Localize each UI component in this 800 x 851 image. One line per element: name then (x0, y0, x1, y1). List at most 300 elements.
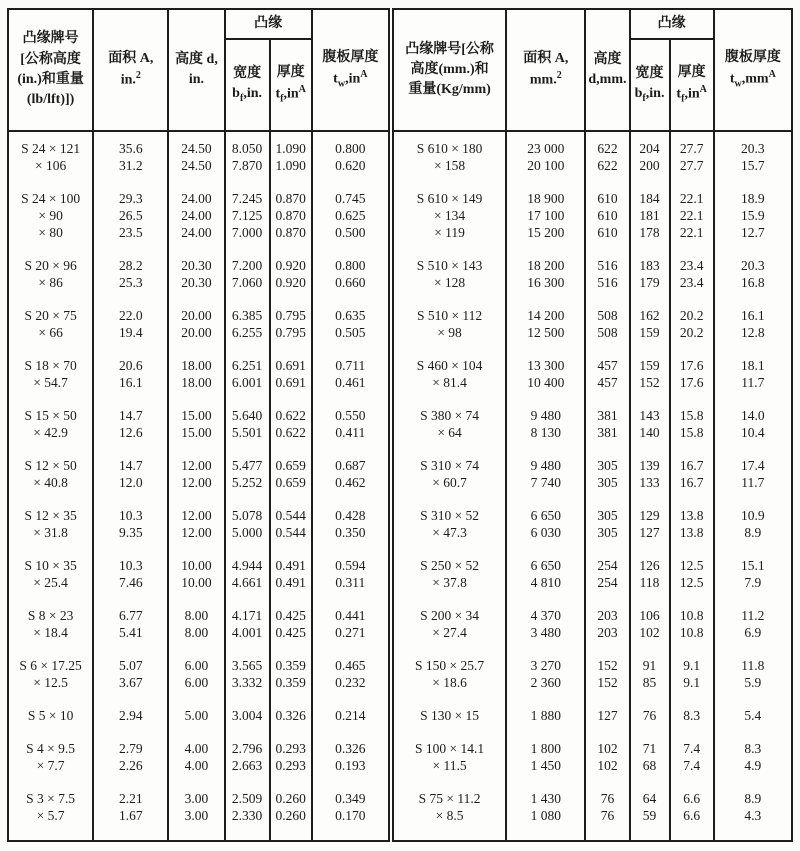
cell-metric-bf: 159 (630, 357, 670, 374)
cell-metric-area (506, 541, 585, 557)
cell-imperial-tw: 0.311 (312, 574, 391, 591)
cell-metric-area: 3 480 (506, 624, 585, 641)
cell-imperial-depth (168, 131, 224, 140)
cell-imperial-bf (225, 641, 270, 657)
cell-metric-depth: 254 (585, 557, 629, 574)
cell-metric-tw: 16.1 (714, 307, 792, 324)
cell-metric-tf (670, 291, 714, 307)
cell-metric-bf: 64 (630, 790, 670, 807)
cell-metric-tf (670, 491, 714, 507)
cell-metric-area: 14 200 (506, 307, 585, 324)
cell-metric-tw: 8.3 (714, 740, 792, 757)
cell-metric-depth: 622 (585, 157, 629, 174)
cell-imperial-bf: 8.050 (225, 140, 270, 157)
cell-imperial-bf: 6.251 (225, 357, 270, 374)
header-area-imperial: 面积 A, in.$^2$ (93, 9, 168, 131)
group-spacer-row (8, 641, 792, 657)
cell-metric-area: 8 130 (506, 424, 585, 441)
cell-imperial-bf (225, 291, 270, 307)
cell-metric-area: 6 030 (506, 524, 585, 541)
cell-imperial-bf (225, 691, 270, 707)
cell-metric-depth: 305 (585, 507, 629, 524)
cell-imperial-depth (168, 824, 224, 841)
cell-metric-tw: 4.9 (714, 757, 792, 774)
cell-metric-area: 1 880 (506, 707, 585, 724)
cell-metric-bf: 126 (630, 557, 670, 574)
header-flange-thickness-imperial: 厚度 $t_f,in^A$ (270, 39, 312, 131)
cell-metric-area (506, 724, 585, 740)
cell-metric-bf: 139 (630, 457, 670, 474)
cell-metric-tw (714, 541, 792, 557)
cell-imperial-area: 19.4 (93, 324, 168, 341)
cell-metric-tf: 15.8 (670, 424, 714, 441)
cell-metric-tf: 22.1 (670, 207, 714, 224)
cell-metric-designation (391, 691, 506, 707)
cell-imperial-tf: 0.359 (270, 674, 312, 691)
cell-imperial-area: 16.1 (93, 374, 168, 391)
cell-metric-depth (585, 691, 629, 707)
cell-imperial-area: 35.6 (93, 140, 168, 157)
cell-imperial-tf: 0.425 (270, 624, 312, 641)
cell-metric-bf: 204 (630, 140, 670, 157)
cell-imperial-designation: × 12.5 (33, 675, 68, 690)
cell-metric-area (506, 241, 585, 257)
cell-imperial-bf: 7.125 (225, 207, 270, 224)
cell-imperial-bf (225, 491, 270, 507)
table-row (8, 357, 792, 374)
cell-metric-bf: 118 (630, 574, 670, 591)
cell-metric-area: 16 300 (506, 274, 585, 291)
cell-metric-tf (670, 541, 714, 557)
cell-imperial-depth: 3.00 (168, 807, 224, 824)
header-area-metric: 面积 A, mm.$^2$ (506, 9, 585, 131)
cell-imperial-designation: S 8 × 23 (27, 608, 74, 623)
cell-metric-depth: 516 (585, 257, 629, 274)
cell-imperial-tf: 0.491 (270, 557, 312, 574)
cell-metric-tf: 22.1 (670, 190, 714, 207)
cell-metric-bf: 143 (630, 407, 670, 424)
cell-metric-designation: × 8.5 (391, 807, 506, 824)
cell-imperial-bf: 6.001 (225, 374, 270, 391)
cell-metric-area: 6 650 (506, 557, 585, 574)
cell-imperial-tw (312, 174, 391, 190)
cell-imperial-designation: S 6 × 17.25 (19, 658, 82, 673)
cell-imperial-bf: 7.870 (225, 157, 270, 174)
cell-imperial-tf: 0.691 (270, 374, 312, 391)
group-spacer-row (8, 291, 792, 307)
cell-metric-tw: 18.1 (714, 357, 792, 374)
cell-metric-area (506, 391, 585, 407)
cell-imperial-designation: × 7.7 (36, 758, 65, 773)
cell-imperial-designation: S 12 × 35 (24, 508, 77, 523)
cell-metric-tf: 16.7 (670, 474, 714, 491)
cell-imperial-tf: 0.659 (270, 457, 312, 474)
cell-metric-designation (391, 641, 506, 657)
cell-imperial-tw (312, 291, 391, 307)
cell-metric-designation (391, 774, 506, 790)
cell-metric-bf: 85 (630, 674, 670, 691)
cell-imperial-designation: × 18.4 (33, 625, 68, 640)
cell-metric-depth: 127 (585, 707, 629, 724)
cell-imperial-depth (168, 641, 224, 657)
cell-metric-bf (630, 774, 670, 790)
cell-metric-tw: 15.7 (714, 157, 792, 174)
cell-metric-area: 10 400 (506, 374, 585, 391)
cell-metric-tw (714, 824, 792, 841)
cell-metric-tf: 7.4 (670, 757, 714, 774)
cell-metric-tw (714, 641, 792, 657)
cell-imperial-bf (225, 241, 270, 257)
cell-metric-tw: 11.2 (714, 607, 792, 624)
header-web-thickness-metric: 腹板厚度 $t_w,mm^A$ (714, 9, 792, 131)
cell-imperial-area (93, 691, 168, 707)
cell-imperial-tw: 0.635 (312, 307, 391, 324)
cell-metric-depth: 610 (585, 207, 629, 224)
cell-imperial-bf (225, 341, 270, 357)
cell-imperial-area: 28.2 (93, 257, 168, 274)
cell-metric-designation: S 380 × 74 (391, 407, 506, 424)
header-flange-metric: 凸缘 (630, 9, 714, 39)
cell-metric-area (506, 291, 585, 307)
cell-metric-depth: 516 (585, 274, 629, 291)
table-row (8, 740, 792, 757)
cell-imperial-tw (312, 491, 391, 507)
cell-metric-designation: × 27.4 (391, 624, 506, 641)
cell-metric-tw: 18.9 (714, 190, 792, 207)
cell-metric-tw: 8.9 (714, 524, 792, 541)
table-row (8, 207, 792, 224)
cell-imperial-bf: 6.255 (225, 324, 270, 341)
cell-imperial-area: 3.67 (93, 674, 168, 691)
cell-metric-area (506, 341, 585, 357)
cell-metric-tw (714, 241, 792, 257)
cell-metric-tw: 17.4 (714, 457, 792, 474)
cell-imperial-tw: 0.594 (312, 557, 391, 574)
table-row (8, 557, 792, 574)
cell-imperial-tw (312, 341, 391, 357)
cell-imperial-tw: 0.428 (312, 507, 391, 524)
table-row (8, 157, 792, 174)
cell-metric-tw: 5.9 (714, 674, 792, 691)
cell-metric-bf (630, 541, 670, 557)
cell-imperial-designation: S 4 × 9.5 (26, 741, 76, 756)
cell-imperial-tf: 0.870 (270, 224, 312, 241)
cell-imperial-bf (225, 724, 270, 740)
cell-imperial-depth (168, 541, 224, 557)
cell-metric-designation: × 119 (391, 224, 506, 241)
header-web-thickness-imperial: 腹板厚度 $t_w,in^A$ (312, 9, 391, 131)
cell-imperial-area: 26.5 (93, 207, 168, 224)
cell-imperial-depth (168, 341, 224, 357)
cell-metric-designation: × 128 (391, 274, 506, 291)
group-spacer-row (8, 774, 792, 790)
cell-imperial-designation: S 20 × 75 (24, 308, 77, 323)
cell-metric-tw (714, 774, 792, 790)
header-depth-metric: 高度 d,mm. (585, 9, 629, 131)
cell-imperial-tw: 0.660 (312, 274, 391, 291)
cell-imperial-depth: 12.00 (168, 457, 224, 474)
cell-metric-bf (630, 724, 670, 740)
cell-imperial-area: 22.0 (93, 307, 168, 324)
group-spacer-row (8, 724, 792, 740)
cell-metric-depth (585, 541, 629, 557)
cell-imperial-tw (312, 441, 391, 457)
cell-metric-area (506, 691, 585, 707)
cell-imperial-tf (270, 641, 312, 657)
cell-metric-designation (391, 591, 506, 607)
cell-imperial-designation: S 12 × 50 (24, 458, 77, 473)
cell-metric-bf: 178 (630, 224, 670, 241)
cell-imperial-designation: × 31.8 (33, 525, 68, 540)
cell-metric-depth: 203 (585, 624, 629, 641)
cell-metric-area (506, 131, 585, 140)
cell-imperial-depth: 20.30 (168, 274, 224, 291)
cell-metric-tf: 15.8 (670, 407, 714, 424)
cell-metric-depth: 305 (585, 474, 629, 491)
cell-metric-depth (585, 131, 629, 140)
cell-metric-bf (630, 691, 670, 707)
cell-imperial-bf: 5.252 (225, 474, 270, 491)
cell-imperial-area: 9.35 (93, 524, 168, 541)
cell-metric-bf (630, 824, 670, 841)
cell-imperial-designation: S 18 × 70 (24, 358, 77, 373)
cell-metric-depth: 622 (585, 140, 629, 157)
cell-imperial-depth: 6.00 (168, 674, 224, 691)
cell-metric-area: 13 300 (506, 357, 585, 374)
cell-metric-designation: S 310 × 74 (391, 457, 506, 474)
cell-metric-tf: 6.6 (670, 790, 714, 807)
cell-metric-depth (585, 591, 629, 607)
cell-imperial-area (93, 131, 168, 140)
cell-metric-bf: 71 (630, 740, 670, 757)
cell-metric-tf: 13.8 (670, 507, 714, 524)
cell-imperial-depth: 24.50 (168, 157, 224, 174)
cell-metric-tf: 27.7 (670, 157, 714, 174)
cell-metric-tw: 6.9 (714, 624, 792, 641)
cell-imperial-depth (168, 174, 224, 190)
cell-metric-bf: 140 (630, 424, 670, 441)
cell-metric-bf: 162 (630, 307, 670, 324)
cell-metric-depth (585, 641, 629, 657)
cell-metric-depth: 457 (585, 357, 629, 374)
cell-imperial-tw: 0.461 (312, 374, 391, 391)
cell-metric-tf: 7.4 (670, 740, 714, 757)
cell-imperial-bf: 5.000 (225, 524, 270, 541)
cell-metric-tf: 10.8 (670, 607, 714, 624)
table-row (8, 374, 792, 391)
cell-imperial-tw: 0.620 (312, 157, 391, 174)
table-row (8, 424, 792, 441)
table-row (8, 140, 792, 157)
cell-imperial-tf: 0.260 (270, 790, 312, 807)
cell-imperial-bf (225, 174, 270, 190)
table-row (8, 607, 792, 624)
cell-metric-area: 1 080 (506, 807, 585, 824)
cell-metric-bf (630, 641, 670, 657)
cell-imperial-depth: 10.00 (168, 557, 224, 574)
body-padding-row (8, 131, 792, 140)
cell-imperial-depth: 24.00 (168, 207, 224, 224)
cell-metric-designation: S 75 × 11.2 (391, 790, 506, 807)
beam-properties-table (7, 8, 793, 842)
cell-imperial-tw: 0.350 (312, 524, 391, 541)
table-row (8, 324, 792, 341)
cell-metric-designation (391, 491, 506, 507)
cell-metric-designation: × 158 (391, 157, 506, 174)
cell-metric-bf (630, 491, 670, 507)
cell-imperial-bf: 2.796 (225, 740, 270, 757)
cell-imperial-tf: 0.359 (270, 657, 312, 674)
cell-imperial-tw: 0.462 (312, 474, 391, 491)
cell-imperial-depth (168, 591, 224, 607)
cell-imperial-depth: 12.00 (168, 474, 224, 491)
cell-imperial-designation: × 80 (38, 225, 63, 240)
cell-metric-tw (714, 724, 792, 740)
cell-metric-tf (670, 824, 714, 841)
cell-imperial-designation: S 24 × 100 (21, 191, 81, 206)
cell-imperial-bf: 4.661 (225, 574, 270, 591)
cell-metric-designation: × 81.4 (391, 374, 506, 391)
cell-imperial-bf (225, 591, 270, 607)
cell-metric-bf (630, 241, 670, 257)
cell-imperial-designation: × 42.9 (33, 425, 68, 440)
cell-metric-tf: 9.1 (670, 674, 714, 691)
cell-imperial-tf (270, 291, 312, 307)
cell-metric-designation: × 11.5 (391, 757, 506, 774)
cell-imperial-depth: 15.00 (168, 407, 224, 424)
cell-imperial-designation: × 90 (38, 208, 63, 223)
cell-metric-depth (585, 441, 629, 457)
cell-metric-bf (630, 441, 670, 457)
cell-imperial-tw (312, 774, 391, 790)
cell-imperial-tf: 0.795 (270, 324, 312, 341)
cell-imperial-area (93, 441, 168, 457)
cell-metric-tw: 11.7 (714, 474, 792, 491)
cell-imperial-tw: 0.232 (312, 674, 391, 691)
cell-imperial-area (93, 724, 168, 740)
cell-metric-depth: 610 (585, 224, 629, 241)
cell-metric-bf (630, 174, 670, 190)
cell-metric-depth (585, 824, 629, 841)
cell-metric-tf (670, 174, 714, 190)
cell-metric-tf: 6.6 (670, 807, 714, 824)
cell-imperial-tf: 0.544 (270, 524, 312, 541)
cell-imperial-designation: × 86 (38, 275, 63, 290)
cell-metric-depth: 305 (585, 524, 629, 541)
cell-metric-bf: 68 (630, 757, 670, 774)
cell-imperial-tf: 0.920 (270, 257, 312, 274)
cell-metric-area: 1 450 (506, 757, 585, 774)
cell-imperial-designation (8, 691, 93, 707)
cell-metric-designation (391, 174, 506, 190)
cell-metric-tf (670, 641, 714, 657)
cell-imperial-area (93, 591, 168, 607)
cell-metric-designation: S 150 × 25.7 (391, 657, 506, 674)
table-row (8, 790, 792, 807)
cell-imperial-area: 2.79 (93, 740, 168, 757)
cell-imperial-tw (312, 241, 391, 257)
cell-imperial-tf: 0.293 (270, 740, 312, 757)
cell-metric-tw: 11.7 (714, 374, 792, 391)
header-flange-width-imperial: 宽度 $b_f,in$. (225, 39, 270, 131)
cell-metric-designation: × 60.7 (391, 474, 506, 491)
cell-metric-designation (391, 341, 506, 357)
cell-metric-tw (714, 591, 792, 607)
cell-imperial-depth: 4.00 (168, 740, 224, 757)
cell-metric-area (506, 641, 585, 657)
cell-imperial-bf: 2.330 (225, 807, 270, 824)
cell-metric-bf: 76 (630, 707, 670, 724)
cell-metric-tf (670, 591, 714, 607)
group-spacer-row (8, 341, 792, 357)
cell-metric-depth: 457 (585, 374, 629, 391)
cell-metric-area (506, 174, 585, 190)
cell-imperial-area (93, 541, 168, 557)
cell-metric-tf: 17.6 (670, 357, 714, 374)
cell-imperial-area: 12.0 (93, 474, 168, 491)
cell-imperial-depth (168, 241, 224, 257)
cell-imperial-tw: 0.193 (312, 757, 391, 774)
cell-metric-tw: 16.8 (714, 274, 792, 291)
cell-metric-depth: 381 (585, 424, 629, 441)
cell-imperial-tw: 0.800 (312, 257, 391, 274)
cell-metric-depth (585, 291, 629, 307)
body-padding-row (8, 824, 792, 841)
cell-imperial-tf: 0.622 (270, 424, 312, 441)
cell-metric-tw (714, 341, 792, 357)
header-flange-thickness-metric: 厚度 $t_f,in^A$ (670, 39, 714, 131)
cell-imperial-bf: 5.078 (225, 507, 270, 524)
cell-imperial-designation (8, 391, 93, 407)
cell-metric-tw (714, 291, 792, 307)
cell-metric-tf: 12.5 (670, 557, 714, 574)
cell-imperial-tw (312, 641, 391, 657)
cell-imperial-tw: 0.170 (312, 807, 391, 824)
cell-imperial-area (93, 824, 168, 841)
cell-metric-depth: 254 (585, 574, 629, 591)
cell-imperial-depth (168, 291, 224, 307)
table-row (8, 624, 792, 641)
cell-imperial-designation: S 15 × 50 (24, 408, 77, 423)
cell-imperial-tf (270, 131, 312, 140)
cell-metric-tw: 7.9 (714, 574, 792, 591)
cell-imperial-tf: 0.293 (270, 757, 312, 774)
table-row (8, 224, 792, 241)
cell-metric-area: 6 650 (506, 507, 585, 524)
cell-metric-tw: 15.9 (714, 207, 792, 224)
cell-metric-area: 1 430 (506, 790, 585, 807)
cell-metric-area: 7 740 (506, 474, 585, 491)
cell-metric-tf (670, 691, 714, 707)
cell-imperial-tf (270, 691, 312, 707)
cell-imperial-tf: 0.920 (270, 274, 312, 291)
cell-imperial-tw (312, 691, 391, 707)
cell-metric-designation: S 510 × 143 (391, 257, 506, 274)
cell-metric-designation: S 610 × 149 (391, 190, 506, 207)
table-row (8, 307, 792, 324)
cell-imperial-area (93, 391, 168, 407)
cell-metric-tw: 12.8 (714, 324, 792, 341)
cell-metric-tf: 9.1 (670, 657, 714, 674)
cell-metric-tf: 27.7 (670, 140, 714, 157)
cell-metric-area (506, 491, 585, 507)
cell-metric-tw (714, 131, 792, 140)
cell-metric-depth: 152 (585, 674, 629, 691)
cell-metric-depth (585, 774, 629, 790)
cell-imperial-designation (8, 774, 93, 790)
table-body (8, 131, 792, 841)
cell-imperial-area: 1.67 (93, 807, 168, 824)
